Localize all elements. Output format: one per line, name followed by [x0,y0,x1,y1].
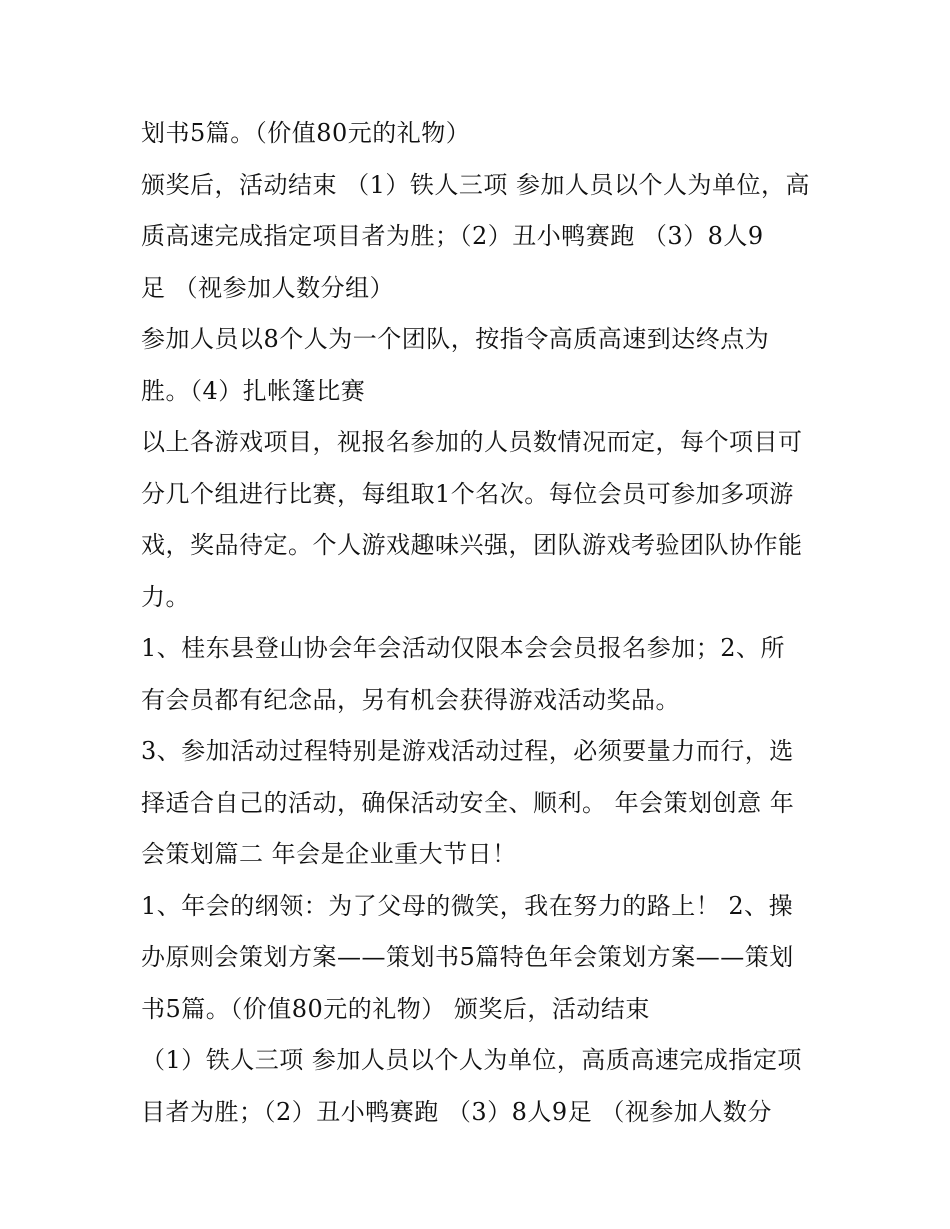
text-line: 1、桂东县登山协会年会活动仅限本会会员报名参加；2、所 [141,634,786,662]
text-line: 力。 [141,582,190,611]
text-line: 参加人员以8个人为一个团队，按指令高质高速到达终点为 [141,325,770,353]
text-line: 办原则会策划方案——策划书5篇特色年会策划方案——策划 [141,943,794,971]
text-line: 3、参加活动过程特别是游戏活动过程，必须要量力而行，选 [141,737,794,765]
text-line: 胜。（4）扎帐篷比赛 [141,376,366,405]
text-line: 书5篇。（价值80元的礼物） 颁奖后，活动结束 [141,994,650,1023]
text-line: 有会员都有纪念品，另有机会获得游戏活动奖品。 [141,685,680,714]
text-line: （1）铁人三项 参加人员以个人为单位，高质高速完成指定项 [141,1046,802,1074]
text-line: 1、年会的纲领：为了父母的微笑，我在努力的路上！ 2、操 [141,891,794,920]
text-line: 分几个组进行比赛，每组取1个名次。每位会员可参加多项游 [141,479,794,508]
text-line: 目者为胜；（2）丑小鸭赛跑 （3）8人9足 （视参加人数分 [141,1097,772,1126]
text-line: 质高速完成指定项目者为胜；（2）丑小鸭赛跑 （3）8人9 [141,222,764,250]
text-line: 足 （视参加人数分组） [141,273,395,302]
text-line: 划书5篇。（价值80元的礼物） [141,119,471,147]
text-line: 戏，奖品待定。个人游戏趣味兴强，团队游戏考验团队协作能 [141,531,803,559]
document-body [141,108,821,1138]
text-line: 择适合自己的活动，确保活动安全、顺利。 年会策划创意 年 [141,788,795,817]
text-line: 颁奖后，活动结束 （1）铁人三项 参加人员以个人为单位，高 [141,170,811,199]
text-line: 会策划篇二 年会是企业重大节日！ [141,840,517,868]
text-line: 以上各游戏项目，视报名参加的人员数情况而定，每个项目可 [141,428,803,456]
